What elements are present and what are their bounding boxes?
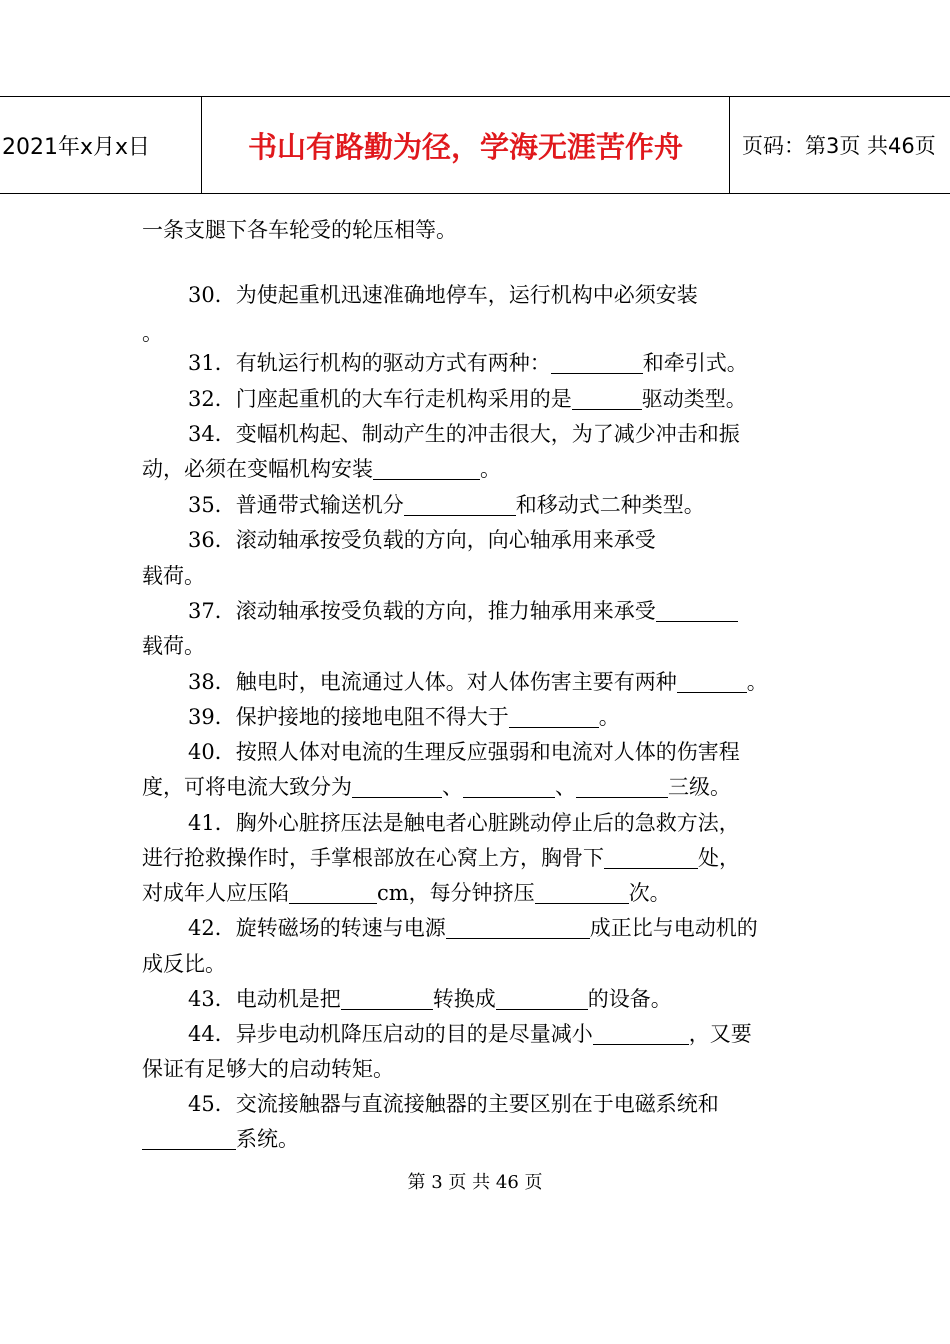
question-text: 三级。 [668, 775, 731, 799]
footer-label: 页 共 [448, 1172, 491, 1193]
question-41: 41．胸外心脏挤压法是触电者心脏跳动停止后的急救方法， [188, 811, 740, 835]
fill-blank [572, 385, 642, 410]
question-45-cont [142, 1121, 299, 1157]
question-text: 43．电动机是把 [188, 987, 341, 1011]
fill-blank [463, 773, 555, 798]
question-text: cm，每分钟挤压 [377, 881, 535, 905]
footer-page-number: 3 [431, 1172, 443, 1193]
fill-blank [509, 703, 599, 728]
fill-blank [373, 455, 480, 480]
question-45: 45．交流接触器与直流接触器的主要区别在于电磁系统和 [188, 1092, 719, 1116]
fill-blank [352, 773, 442, 798]
question-text: 度，可将电流大致分为 [142, 775, 352, 799]
question-text: 系统。 [236, 1127, 299, 1151]
fill-blank [656, 597, 738, 622]
question-42 [188, 910, 758, 946]
question-42-cont: 成反比。 [142, 952, 226, 976]
question-text: 。 [480, 457, 501, 481]
question-39 [188, 699, 620, 735]
text-line: 。 [142, 321, 163, 345]
question-text: 和移动式二种类型。 [515, 493, 705, 517]
footer-label: 页 [524, 1172, 543, 1193]
question-32 [188, 381, 747, 417]
question-34-cont [142, 451, 501, 487]
fill-blank [341, 985, 433, 1010]
question-text: 35．普通带式输送机分 [188, 493, 404, 517]
fill-blank [446, 914, 590, 939]
header-motto: 书山有路勤为径，学海无涯苦作舟 [201, 97, 730, 193]
fill-blank [404, 491, 516, 516]
question-text: 、 [442, 775, 463, 799]
question-text: 成正比与电动机的 [589, 916, 758, 940]
fill-blank [576, 773, 668, 798]
question-text: 进行抢救操作时，手掌根部放在心窝上方，胸骨下 [142, 846, 604, 870]
question-text: 的设备。 [587, 987, 672, 1011]
page-header [0, 96, 950, 194]
question-text: ，又要 [688, 1022, 752, 1046]
fill-blank [289, 879, 377, 904]
fill-blank [593, 1020, 689, 1045]
question-text: 37．滚动轴承按受负载的方向，推力轴承用来承受 [188, 599, 656, 623]
question-40: 40．按照人体对电流的生理反应强弱和电流对人体的伤害程 [188, 740, 740, 764]
text-line: 一条支腿下各车轮受的轮压相等。 [142, 218, 457, 242]
question-text: 44．异步电动机降压启动的目的是尽量减小 [188, 1022, 593, 1046]
fill-blank [142, 1125, 236, 1150]
fill-blank [535, 879, 629, 904]
question-text: 、 [555, 775, 576, 799]
question-44 [188, 1016, 752, 1052]
question-43 [188, 981, 672, 1017]
fill-blank [551, 349, 643, 374]
question-text: 31．有轨运行机构的驱动方式有两种： [188, 351, 551, 375]
fill-blank [604, 844, 698, 869]
question-text: 和牵引式。 [642, 351, 748, 375]
footer-total-pages: 46 [495, 1172, 519, 1193]
question-35 [188, 487, 705, 523]
question-41-cont [142, 875, 671, 911]
header-page-number: 页码：第3页 共46页 [742, 134, 936, 158]
question-41-cont [142, 840, 740, 876]
question-text: 对成年人应压陷 [142, 881, 289, 905]
question-38 [188, 664, 768, 700]
question-36: 36．滚动轴承按受负载的方向，向心轴承用来承受 [188, 528, 656, 552]
fill-blank [677, 668, 747, 693]
question-text: 42．旋转磁场的转速与电源 [188, 916, 446, 940]
question-text: 动，必须在变幅机构安装 [142, 457, 373, 481]
header-date: 2021年x月x日 [2, 134, 151, 160]
question-text: 驱动类型。 [641, 387, 747, 411]
question-44-cont: 保证有足够大的启动转矩。 [142, 1057, 394, 1081]
question-text: 转换成 [432, 987, 496, 1011]
question-text: 。 [746, 670, 768, 694]
question-37-cont: 载荷。 [142, 634, 205, 658]
question-text: 次。 [628, 881, 671, 905]
question-text: 。 [598, 705, 620, 729]
page-footer [0, 1168, 950, 1194]
question-text: 39．保护接地的接地电阻不得大于 [188, 705, 509, 729]
fill-blank [496, 985, 588, 1010]
question-40-cont [142, 769, 731, 805]
question-30: 30．为使起重机迅速准确地停车，运行机构中必须安装 [188, 283, 698, 307]
question-text: 32．门座起重机的大车行走机构采用的是 [188, 387, 572, 411]
question-36-cont: 载荷。 [142, 564, 205, 588]
question-text: 处， [698, 846, 740, 870]
question-text: 38．触电时，电流通过人体。对人体伤害主要有两种 [188, 670, 677, 694]
question-34: 34．变幅机构起、制动产生的冲击很大，为了减少冲击和振 [188, 422, 740, 446]
footer-label: 第 [407, 1172, 426, 1193]
question-37 [188, 593, 738, 629]
question-31 [188, 345, 748, 381]
